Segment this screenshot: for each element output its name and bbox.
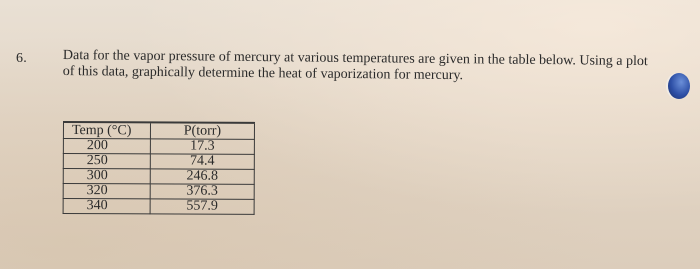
vapor-pressure-table xyxy=(63,121,255,215)
table-row xyxy=(63,139,254,155)
pressure-cell: 246.8 xyxy=(150,169,254,184)
question-line-2: of this data, graphically determine the heat of vaporization for mercury. xyxy=(62,63,464,84)
question-prompt xyxy=(63,48,683,86)
pressure-cell: 557.9 xyxy=(150,199,254,214)
pressure-cell: 376.3 xyxy=(150,184,254,199)
question-number: 6. xyxy=(16,51,27,66)
pressure-cell: 17.3 xyxy=(150,139,254,154)
temp-cell: 250 xyxy=(63,154,150,169)
table-row xyxy=(63,199,254,215)
temp-cell: 300 xyxy=(63,169,150,184)
temp-cell: 200 xyxy=(63,139,150,154)
header-pressure: P(torr) xyxy=(150,122,254,139)
temp-cell: 320 xyxy=(63,184,150,199)
temp-cell: 340 xyxy=(63,199,150,214)
binder-hole xyxy=(668,73,690,99)
question-line-1: Data for the vapor pressure of mercury at various temperatures are given in the table below. Using a plot xyxy=(62,48,648,70)
table-row xyxy=(63,154,254,170)
table-row xyxy=(63,184,254,200)
pressure-cell: 74.4 xyxy=(150,154,254,169)
table-row xyxy=(63,169,254,185)
table-header-row xyxy=(63,122,254,139)
header-temp: Temp (°C) xyxy=(63,122,150,139)
